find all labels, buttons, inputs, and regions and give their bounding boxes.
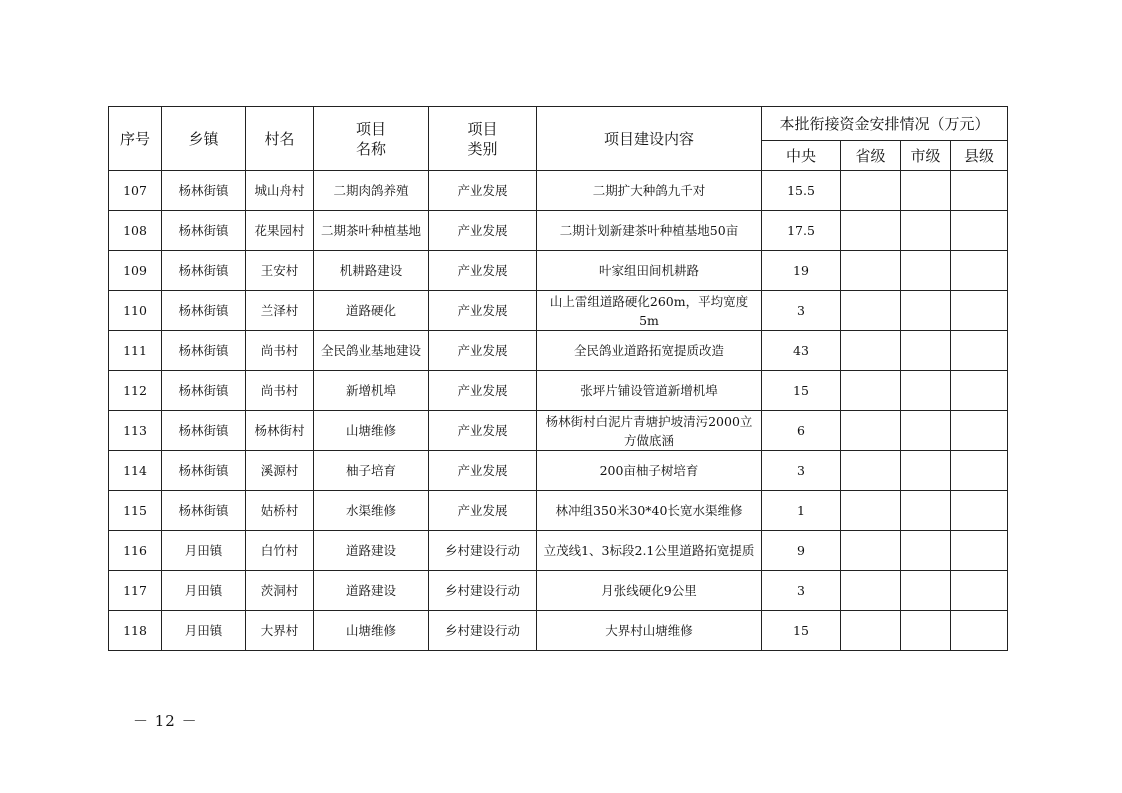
header-funding: 本批衔接资金安排情况（万元） (762, 107, 1008, 141)
cell-central: 3 (762, 571, 841, 611)
cell-city (901, 611, 951, 651)
cell-city (901, 331, 951, 371)
cell-county (951, 291, 1008, 331)
cell-township: 杨林街镇 (162, 371, 246, 411)
cell-project-type: 产业发展 (429, 291, 537, 331)
cell-project-name: 道路硬化 (314, 291, 429, 331)
cell-central: 15 (762, 371, 841, 411)
cell-county (951, 331, 1008, 371)
cell-township: 杨林街镇 (162, 411, 246, 451)
cell-village: 姑桥村 (246, 491, 314, 531)
cell-project-type: 产业发展 (429, 251, 537, 291)
cell-county (951, 531, 1008, 571)
cell-project-type: 产业发展 (429, 371, 537, 411)
cell-central: 17.5 (762, 211, 841, 251)
cell-project-name: 山塘维修 (314, 411, 429, 451)
cell-township: 杨林街镇 (162, 331, 246, 371)
table-row (109, 171, 1008, 211)
cell-seq: 112 (109, 371, 162, 411)
cell-seq: 107 (109, 171, 162, 211)
cell-township: 杨林街镇 (162, 251, 246, 291)
cell-seq: 110 (109, 291, 162, 331)
cell-provincial (841, 571, 901, 611)
cell-project-type: 乡村建设行动 (429, 531, 537, 571)
cell-central: 3 (762, 451, 841, 491)
cell-seq: 111 (109, 331, 162, 371)
cell-village: 白竹村 (246, 531, 314, 571)
cell-content: 二期计划新建茶叶种植基地50亩 (537, 211, 762, 251)
cell-project-type: 乡村建设行动 (429, 571, 537, 611)
cell-township: 杨林街镇 (162, 451, 246, 491)
cell-township: 月田镇 (162, 611, 246, 651)
cell-city (901, 171, 951, 211)
cell-village: 兰泽村 (246, 291, 314, 331)
cell-content: 二期扩大种鸽九千对 (537, 171, 762, 211)
header-project-type: 项目 类别 (429, 107, 537, 171)
cell-project-type: 产业发展 (429, 171, 537, 211)
cell-village: 城山舟村 (246, 171, 314, 211)
cell-project-name: 道路建设 (314, 531, 429, 571)
cell-seq: 115 (109, 491, 162, 531)
cell-county (951, 251, 1008, 291)
cell-content: 叶家组田间机耕路 (537, 251, 762, 291)
cell-central: 3 (762, 291, 841, 331)
cell-city (901, 211, 951, 251)
header-village: 村名 (246, 107, 314, 171)
header-county: 县级 (951, 141, 1008, 171)
cell-content: 月张线硬化9公里 (537, 571, 762, 611)
cell-county (951, 171, 1008, 211)
cell-project-name: 二期茶叶种植基地 (314, 211, 429, 251)
cell-project-name: 水渠维修 (314, 491, 429, 531)
cell-city (901, 571, 951, 611)
cell-central: 1 (762, 491, 841, 531)
cell-city (901, 531, 951, 571)
cell-county (951, 571, 1008, 611)
cell-township: 杨林街镇 (162, 291, 246, 331)
cell-project-type: 产业发展 (429, 411, 537, 451)
cell-township: 月田镇 (162, 571, 246, 611)
cell-township: 月田镇 (162, 531, 246, 571)
cell-seq: 108 (109, 211, 162, 251)
cell-provincial (841, 331, 901, 371)
cell-provincial (841, 291, 901, 331)
cell-city (901, 251, 951, 291)
table-row (109, 531, 1008, 571)
cell-village: 王安村 (246, 251, 314, 291)
cell-county (951, 451, 1008, 491)
cell-village: 大界村 (246, 611, 314, 651)
cell-provincial (841, 411, 901, 451)
table-row (109, 371, 1008, 411)
table-row (109, 211, 1008, 251)
cell-central: 15.5 (762, 171, 841, 211)
cell-central: 43 (762, 331, 841, 371)
cell-project-type: 产业发展 (429, 211, 537, 251)
cell-seq: 109 (109, 251, 162, 291)
cell-central: 15 (762, 611, 841, 651)
cell-content: 山上雷组道路硬化260m，平均宽度5m (537, 291, 762, 331)
cell-seq: 117 (109, 571, 162, 611)
cell-central: 9 (762, 531, 841, 571)
cell-county (951, 491, 1008, 531)
cell-content: 立茂线1、3标段2.1公里道路拓宽提质 (537, 531, 762, 571)
header-project-name: 项目 名称 (314, 107, 429, 171)
cell-content: 全民鸽业道路拓宽提质改造 (537, 331, 762, 371)
cell-project-name: 山塘维修 (314, 611, 429, 651)
cell-village: 花果园村 (246, 211, 314, 251)
header-content: 项目建设内容 (537, 107, 762, 171)
cell-project-type: 产业发展 (429, 331, 537, 371)
table-row (109, 571, 1008, 611)
cell-provincial (841, 531, 901, 571)
cell-township: 杨林街镇 (162, 171, 246, 211)
cell-seq: 113 (109, 411, 162, 451)
cell-provincial (841, 611, 901, 651)
table-row (109, 331, 1008, 371)
cell-provincial (841, 371, 901, 411)
cell-project-name: 二期肉鸽养殖 (314, 171, 429, 211)
cell-project-type: 产业发展 (429, 451, 537, 491)
cell-project-type: 产业发展 (429, 491, 537, 531)
cell-village: 尚书村 (246, 331, 314, 371)
table-row (109, 411, 1008, 451)
cell-county (951, 611, 1008, 651)
cell-content: 200亩柚子树培育 (537, 451, 762, 491)
cell-central: 6 (762, 411, 841, 451)
cell-city (901, 411, 951, 451)
cell-city (901, 291, 951, 331)
cell-village: 杨林街村 (246, 411, 314, 451)
cell-village: 溪源村 (246, 451, 314, 491)
header-central: 中央 (762, 141, 841, 171)
cell-provincial (841, 171, 901, 211)
cell-content: 杨林街村白泥片青塘护坡清污2000立方做底涵 (537, 411, 762, 451)
funding-table (108, 106, 1008, 651)
cell-county (951, 371, 1008, 411)
cell-county (951, 411, 1008, 451)
table-row (109, 451, 1008, 491)
cell-content: 张坪片铺设管道新增机埠 (537, 371, 762, 411)
header-provincial: 省级 (841, 141, 901, 171)
table-row (109, 251, 1008, 291)
cell-city (901, 371, 951, 411)
cell-provincial (841, 211, 901, 251)
cell-seq: 116 (109, 531, 162, 571)
header-city: 市级 (901, 141, 951, 171)
cell-project-name: 全民鸽业基地建设 (314, 331, 429, 371)
cell-seq: 114 (109, 451, 162, 491)
cell-project-name: 道路建设 (314, 571, 429, 611)
cell-provincial (841, 451, 901, 491)
table-row (109, 291, 1008, 331)
cell-provincial (841, 491, 901, 531)
header-row-1 (109, 107, 1008, 141)
cell-project-name: 新增机埠 (314, 371, 429, 411)
cell-village: 尚书村 (246, 371, 314, 411)
cell-project-name: 柚子培育 (314, 451, 429, 491)
header-township: 乡镇 (162, 107, 246, 171)
cell-provincial (841, 251, 901, 291)
header-seq: 序号 (109, 107, 162, 171)
cell-city (901, 491, 951, 531)
cell-project-name: 机耕路建设 (314, 251, 429, 291)
cell-central: 19 (762, 251, 841, 291)
cell-project-type: 乡村建设行动 (429, 611, 537, 651)
cell-content: 大界村山塘维修 (537, 611, 762, 651)
table-row (109, 611, 1008, 651)
cell-township: 杨林街镇 (162, 211, 246, 251)
cell-seq: 118 (109, 611, 162, 651)
cell-village: 茨洞村 (246, 571, 314, 611)
table-row (109, 491, 1008, 531)
cell-township: 杨林街镇 (162, 491, 246, 531)
page-number: － 12 － (133, 712, 198, 730)
cell-content: 林冲组350米30*40长宽水渠维修 (537, 491, 762, 531)
cell-county (951, 211, 1008, 251)
cell-city (901, 451, 951, 491)
